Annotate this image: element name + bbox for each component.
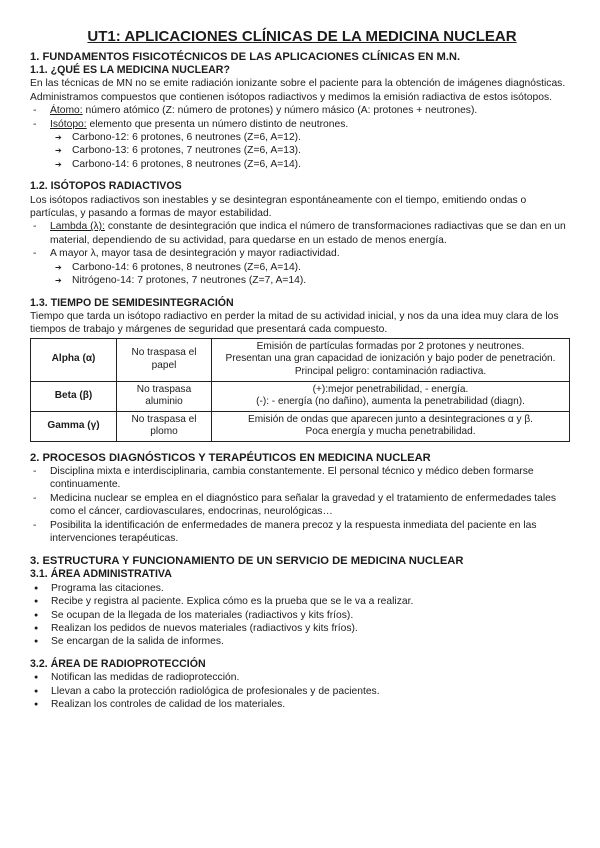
atomo-term: Átomo:: [50, 105, 83, 117]
list-item: ● Realizan los controles de calidad de los materiales.: [30, 698, 574, 711]
list-item: ➔ Nitrógeno-14: 7 protones, 7 neutrones (Z=7, A=14).: [30, 274, 574, 287]
mayor-lambda-note: - A mayor λ, mayor tasa de desintegración y mayor radiactividad.: [30, 247, 574, 260]
section-3-2-list: [30, 671, 574, 711]
carbon-isotopes-list: [30, 131, 574, 171]
isotopo-term: Isótopo:: [50, 118, 87, 130]
list-item: ● Llevan a cabo la protección radiológica de profesionales y de pacientes.: [30, 685, 574, 698]
list-item: ● Realizan los pedidos de nuevos materiales (radiactivos y kits fríos).: [30, 622, 574, 635]
lambda-text: constante de desintegración que indica el número de transformaciones radiactivas que se dan en un material, dependiendo de su actividad, para quedarse en un estado de menos energía.: [50, 221, 566, 246]
section-3-1-list: [30, 582, 574, 649]
description-line: Emisión de ondas que aparecen junto a desintegraciones α y β.: [248, 413, 533, 425]
list-item: ● Notifican las medidas de radioprotección.: [30, 671, 574, 684]
description-cell: [212, 381, 570, 411]
section-1-3-heading: 1.3. TIEMPO DE SEMIDESINTEGRACIÓN: [30, 296, 234, 309]
description-line: (-): - energía (no dañino), aumenta la penetrabilidad (diagn).: [256, 396, 525, 408]
document-title: UT1: APLICACIONES CLÍNICAS DE LA MEDICINA NUCLEAR: [87, 28, 517, 45]
list-item: ● Programa las citaciones.: [30, 582, 574, 595]
penetration-cell: No traspasa el papel: [117, 338, 212, 381]
list-item: ● Recibe y registra al paciente. Explica cómo es la prueba que se le va a realizar.: [30, 595, 574, 608]
radiation-name-cell: Gamma (γ): [31, 411, 117, 441]
section-3-2-heading: 3.2. ÁREA DE RADIOPROTECCIÓN: [30, 657, 206, 670]
list-item: ➔ Carbono-14: 6 protones, 8 neutrones (Z=6, A=14).: [30, 158, 574, 171]
description-cell: [212, 338, 570, 381]
list-item: ➔ Carbono-13: 6 protones, 7 neutrones (Z=6, A=13).: [30, 144, 574, 157]
section-1-1-paragraph: En las técnicas de MN no se emite radiación ionizante sobre el paciente para la obtención de imágenes diagnósticas. Administramos compuestos que contienen isótopos radiactivos y medimos la emisión radiactiva de estos isótopos.: [30, 78, 566, 103]
atomo-text: número atómico (Z: número de protones) y número másico (A: protones + neutrones).: [82, 105, 478, 117]
radiation-name-cell: Beta (β): [31, 381, 117, 411]
list-item: - Disciplina mixta e interdisciplinaria, cambia constantemente. El personal técnico y médico deben formarse continuamente.: [30, 465, 574, 492]
radiation-types-table: [30, 338, 570, 442]
section-1-heading: 1. FUNDAMENTOS FISICOTÉCNICOS DE LAS APLICACIONES CLÍNICAS EN M.N.: [30, 51, 461, 63]
penetration-cell: No traspasa aluminio: [117, 381, 212, 411]
description-line: Presentan una gran capacidad de ionización y bajo poder de penetración. Principal peligro: contaminación radiactiva.: [225, 353, 556, 377]
description-cell: [212, 411, 570, 441]
atomo-definition: [30, 104, 574, 117]
list-item: - Medicina nuclear se emplea en el diagnóstico para señalar la gravedad y el tratamiento de enfermedades tales como el cáncer, cardiovasculares, endocrinas, neurológicas…: [30, 492, 574, 519]
section-3-1-heading: 3.1. ÁREA ADMINISTRATIVA: [30, 568, 172, 581]
radiation-name-cell: Alpha (α): [31, 338, 117, 381]
list-item: ➔ Carbono-14: 6 protones, 8 neutrones (Z=6, A=14).: [30, 261, 574, 274]
section-3-heading: 3. ESTRUCTURA Y FUNCIONAMIENTO DE UN SERVICIO DE MEDICINA NUCLEAR: [30, 555, 464, 568]
list-item: - Posibilita la identificación de enfermedades de manera precoz y la respuesta inmediata del paciente en las intervenciones terapéuticas.: [30, 519, 574, 546]
isotopo-text: elemento que presenta un número distinto de neutrones.: [86, 118, 349, 130]
table-row: [31, 381, 570, 411]
lambda-term: Lambda (λ):: [50, 221, 105, 233]
list-item: ➔ Carbono-12: 6 protones, 6 neutrones (Z=6, A=12).: [30, 131, 574, 144]
penetration-cell: No traspasa el plomo: [117, 411, 212, 441]
section-1-2-heading: 1.2. ISÓTOPOS RADIACTIVOS: [30, 180, 182, 193]
lambda-list: [30, 220, 574, 260]
list-item: ● Se ocupan de la llegada de los materiales (radiactivos y kits fríos).: [30, 609, 574, 622]
definitions-list: [30, 104, 574, 131]
description-line: Emisión de partículas formadas por 2 protones y neutrones.: [256, 340, 525, 352]
section-2-list: [30, 465, 574, 545]
isotopo-definition: [30, 118, 574, 131]
list-item: ● Se encargan de la salida de informes.: [30, 635, 574, 648]
section-2-heading: 2. PROCESOS DIAGNÓSTICOS Y TERAPÉUTICOS EN MEDICINA NUCLEAR: [30, 451, 431, 464]
table-row: [31, 411, 570, 441]
section-1-2-paragraph: Los isótopos radiactivos son inestables y se desintegran espontáneamente con el tiempo, emitiendo ondas o partículas, y pasando a formas de mayor estabilidad.: [30, 194, 527, 220]
description-line: Poca energía y mucha penetrabilidad.: [305, 426, 476, 438]
section-1-1-heading: 1.1. ¿QUÉ ES LA MEDICINA NUCLEAR?: [30, 64, 230, 76]
description-line: (+):mejor penetrabilidad, - energía.: [312, 383, 469, 395]
section-1-3-paragraph: Tiempo que tarda un isótopo radiactivo en perder la mitad de su actividad inicial, y nos da una idea muy clara de los tiempos de trabajo y márgenes de seguridad que presentará cada compuesto.: [30, 310, 559, 336]
lambda-definition: [30, 220, 574, 247]
lambda-examples-list: [30, 261, 574, 288]
table-row: [31, 338, 570, 381]
